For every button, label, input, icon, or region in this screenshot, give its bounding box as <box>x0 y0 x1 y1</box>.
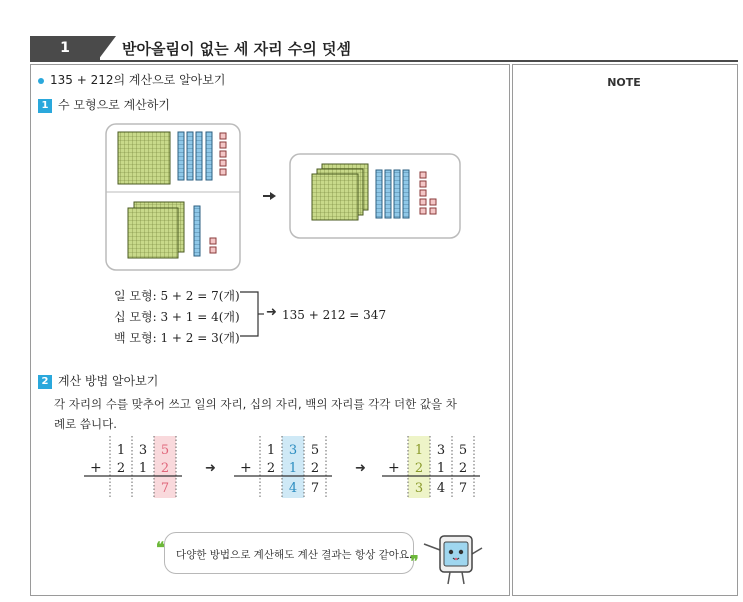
section2-badge: 2 <box>38 375 52 389</box>
unit-cube <box>420 190 426 196</box>
ten-rod <box>394 170 400 218</box>
section2-heading <box>38 372 158 389</box>
ten-rod <box>206 132 212 180</box>
digit: 1 <box>288 461 298 476</box>
digit: 2 <box>160 461 170 476</box>
unit-cube <box>430 199 436 205</box>
close-quote-icon: ❞ <box>410 552 419 571</box>
digit: 3 <box>436 443 446 458</box>
ten-rod <box>196 132 202 180</box>
digit: 3 <box>414 481 424 496</box>
digit: 7 <box>458 481 468 496</box>
speech-text: 다양한 방법으로 계산해도 계산 결과는 항상 같아요. <box>176 549 413 561</box>
unit-cube <box>420 172 426 178</box>
digit: 1 <box>138 461 148 476</box>
chapter-title: 받아올림이 없는 세 자리 수의 덧셈 <box>122 40 351 58</box>
unit-cube <box>210 247 216 253</box>
unit-cube <box>220 160 226 166</box>
note-panel <box>512 64 738 596</box>
hundred-flat <box>118 132 170 184</box>
unit-cube <box>220 151 226 157</box>
section1-badge: 1 <box>38 99 52 113</box>
digit: 7 <box>160 481 170 496</box>
unit-cube <box>210 238 216 244</box>
digit: 5 <box>458 443 468 458</box>
bracket-icon <box>240 290 264 340</box>
header-divider <box>30 60 738 62</box>
sum-equation: 135 + 212 = 347 <box>282 308 387 322</box>
ten-rod <box>385 170 391 218</box>
column-addition-step1 <box>84 436 182 498</box>
digit: 4 <box>436 481 446 496</box>
digit: 2 <box>116 461 126 476</box>
unit-cube <box>420 208 426 214</box>
digit: 3 <box>138 443 148 458</box>
plus-sign: + <box>240 460 252 476</box>
arrow-icon: ➜ <box>266 305 277 320</box>
section2-title: 계산 방법 알아보기 <box>58 374 159 388</box>
digit: 5 <box>160 443 170 458</box>
hundred-flat <box>312 174 358 220</box>
arrow-icon: ➜ <box>355 461 366 476</box>
plus-sign: + <box>388 460 400 476</box>
section1-heading <box>38 96 170 113</box>
note-title: NOTE <box>607 76 641 89</box>
column-addition-steps <box>80 436 500 500</box>
digit: 2 <box>266 461 276 476</box>
digit: 1 <box>116 443 126 458</box>
hundred-flat <box>128 208 178 258</box>
section2-desc-line2: 례로 씁니다. <box>54 417 117 431</box>
intro-line <box>38 71 225 88</box>
tablet-character-icon <box>420 528 490 590</box>
arrow-icon <box>270 192 276 200</box>
ten-rod <box>178 132 184 180</box>
column-addition-step3 <box>382 436 480 498</box>
unit-cube <box>220 142 226 148</box>
open-quote-icon: ❝ <box>156 538 165 557</box>
ones-count-line: 일 모형: 5 + 2 = 7(개) <box>114 289 240 303</box>
unit-cube <box>420 199 426 205</box>
ten-rod <box>194 206 200 256</box>
digit: 7 <box>310 481 320 496</box>
plus-sign: + <box>90 460 102 476</box>
ten-rod <box>403 170 409 218</box>
unit-cube <box>220 133 226 139</box>
digit: 1 <box>414 443 424 458</box>
chapter-number-tab <box>98 36 116 60</box>
intro-text: 135 + 212의 계산으로 알아보기 <box>50 73 226 87</box>
arrow-icon: ➜ <box>205 461 216 476</box>
digit: 2 <box>458 461 468 476</box>
digit: 3 <box>288 443 298 458</box>
hundreds-count-line: 백 모형: 1 + 2 = 3(개) <box>114 331 240 345</box>
section2-desc-line1: 각 자리의 수를 맞추어 쓰고 일의 자리, 십의 자리, 백의 자리를 각각 더한 값을 차 <box>54 397 457 411</box>
digit: 1 <box>266 443 276 458</box>
section1-title: 수 모형으로 계산하기 <box>58 98 170 112</box>
ten-rod <box>187 132 193 180</box>
unit-cube <box>420 181 426 187</box>
unit-cube <box>220 169 226 175</box>
chapter-number: 1 <box>30 36 100 60</box>
bullet-icon <box>38 78 44 84</box>
digit: 1 <box>436 461 446 476</box>
tens-count-line: 십 모형: 3 + 1 = 4(개) <box>114 310 240 324</box>
digit: 4 <box>288 481 298 496</box>
digit: 2 <box>414 461 424 476</box>
digit: 5 <box>310 443 320 458</box>
block-model-illustration <box>100 120 470 275</box>
unit-cube <box>430 208 436 214</box>
column-addition-step2 <box>234 436 332 498</box>
digit: 2 <box>310 461 320 476</box>
ten-rod <box>376 170 382 218</box>
